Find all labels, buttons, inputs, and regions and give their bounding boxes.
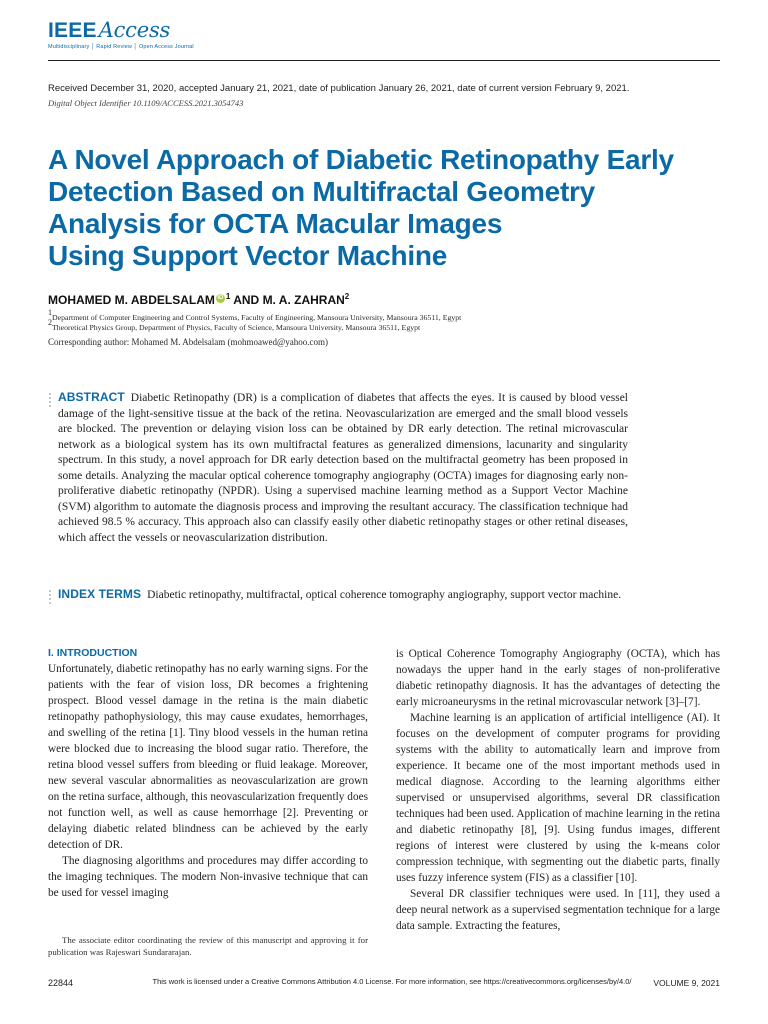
- title-line: Detection Based on Multifractal Geometry: [48, 176, 596, 207]
- ieee-access-logo: [48, 20, 228, 60]
- logo-ieee: IEEE: [48, 19, 97, 42]
- affiliation-mark: 1: [48, 308, 52, 317]
- title-line: Using Support Vector Machine: [48, 240, 448, 271]
- page-number: 22844: [48, 978, 74, 988]
- license-statement: This work is licensed under a Creative Commons Attribution 4.0 License. For more information, see https://creativecommons.org/licenses/by/4.0/: [152, 977, 632, 986]
- paragraph: Machine learning is an application of artificial intelligence (AI). It focuses on the development of computer programs for providing systems with the ability to automatically learn and improve from experience. It became one of the most important methods used in medical diagnose. According to the learning algorithms either supervised or unsupervised algorithms, several DR classification techniques had been used. Application of machine learning in the retina and diabetic retinopathy [8], [9]. Using fundus images, different regions of interest were clustered by using the k-means color compression technique, with segmenting out the diabetic parts, finally uses fuzzy inference system (FIS) as a classifier [10].: [396, 712, 720, 884]
- paragraph: Several DR classifier techniques were used. In [11], they used a deep neural network as a supervised segmentation technique for a large data sample. Extracting the features,: [396, 888, 720, 932]
- section-heading-introduction: I. INTRODUCTION: [48, 647, 138, 659]
- page-footer: [48, 975, 720, 995]
- header-rule: [48, 60, 720, 61]
- volume-label: VOLUME 9, 2021: [653, 978, 720, 988]
- publication-meta: [48, 82, 720, 109]
- affiliation-text: Department of Computer Engineering and Control Systems, Faculty of Engineering, Mansoura University, Mansoura 36511, Egypt: [52, 313, 462, 322]
- doi: Digital Object Identifier 10.1109/ACCESS.2021.3054743: [48, 98, 244, 108]
- author-list: [48, 293, 720, 307]
- affiliation-text: Theoretical Physics Group, Department of Physics, Faculty of Science, Mansoura University, Mansoura 36511, Egypt: [52, 323, 421, 332]
- logo-tagline: Multidisciplinary │ Rapid Review │ Open Access Journal: [48, 44, 194, 50]
- paragraph: is Optical Coherence Tomography Angiography (OCTA), which has nowadays the upper hand in the early stages of non-proliferative diabetic retinopathy diagnosis. It has the advantages of detecting the early microaneurysms in the retinal microvascular network [3]–[7].: [396, 648, 720, 708]
- abstract-text: Diabetic Retinopathy (DR) is a complication of diabetes that affects the eyes. It is caused by blood vessel damage of the light-sensitive tissue at the back of the retina. Neovascularization are emerged and the small blood vessels are blocked. The prevention or delaying vision loss can be obtained by DR early detection. The retinal microvascular network as a biological system has its own multifractal features as generalized dimensions, lacunarity and singularity spectrum. In this study, a novel approach for DR early detection based on the multifractal geometry has been proposed in some details. Analyzing the macular optical coherence tomography angiography (OCTA) images for diagnosing early non-proliferative diabetic retinopathy (NPDR). Using a supervised machine learning method as a Support Vector Machine (SVM) algorithm to automate the diagnosis process and improving the resultant accuracy. The classification technique had achieved 98.5 % accuracy. This approach also can classify easily other diabetic retinopathy stages or other retinal diseases, which affect the vessels or neovascularization distribution.: [58, 392, 628, 544]
- index-terms-label: INDEX TERMS: [58, 587, 142, 601]
- affiliations: [48, 308, 720, 333]
- index-terms-text: Diabetic retinopathy, multifractal, optical coherence tomography angiography, support vector machine.: [147, 589, 622, 601]
- paragraph: The diagnosing algorithms and procedures may differ according to the imaging techniques. The modern Non-invasive technique that can be used for vessel imaging: [48, 855, 368, 899]
- affiliation-2: [48, 318, 720, 333]
- journal-header: [48, 20, 720, 76]
- editor-footnote: The associate editor coordinating the review of this manuscript and approving it for publication was Rajeswari Sundararajan.: [48, 935, 368, 957]
- title-line: Analysis for OCTA Macular Images: [48, 208, 503, 239]
- corresponding-author: Corresponding author: Mohamed M. Abdelsalam (mohmoawed@yahoo.com): [48, 337, 328, 347]
- index-terms-section: [48, 587, 628, 627]
- right-column: [396, 646, 720, 934]
- received-dates: Received December 31, 2020, accepted January 21, 2021, date of publication January 26, 2021, date of current version February 9, 2021.: [48, 83, 630, 94]
- abstract-label: ABSTRACT: [58, 390, 125, 404]
- abstract-section: [48, 390, 628, 570]
- logo-access: Access: [98, 18, 171, 42]
- affiliation-mark: 2: [48, 318, 52, 327]
- dotted-marker-icon: [48, 590, 53, 608]
- author-2: M. A. ZAHRAN: [262, 293, 345, 307]
- logo-wordmark: [48, 20, 170, 41]
- affiliation-1: [48, 308, 720, 323]
- dotted-marker-icon: [48, 393, 53, 411]
- paragraph: Unfortunately, diabetic retinopathy has no early warning signs. For the patients with the fear of vision loss, DR becomes a frightening prospect. Blood vessel damage in the retina is the main diabetic retinopathy pathophysiology, this may cause exudates, hemorrhages, and swelling of the retina [1]. Tiny blood vessels in the human retina were blocked due to increasing the blood sugar ratio. Therefore, the retina blood vessel suffers from bleeding or fluid leakage. Moreover, new several vascular abnormalities as neovascularization are grown on the retina surface, although, this neovascularization frequently does not function well, as well as cause hemorrhage [2]. Preventing or delaying diabetic related blindness can be achieved by the early detection of DR.: [48, 663, 368, 851]
- left-column: [48, 646, 368, 901]
- author-1: MOHAMED M. ABDELSALAM: [48, 293, 215, 307]
- author-2-affiliation-mark: 2: [344, 292, 350, 301]
- title-line: A Novel Approach of Diabetic Retinopathy Early: [48, 144, 674, 175]
- abstract-paragraph: [58, 390, 628, 546]
- paper-title: [48, 144, 674, 272]
- author-1-affiliation-mark: 1: [225, 292, 231, 301]
- orcid-icon[interactable]: iD: [217, 295, 224, 301]
- index-terms-paragraph: [58, 587, 628, 604]
- author-conjunction: AND: [233, 293, 260, 307]
